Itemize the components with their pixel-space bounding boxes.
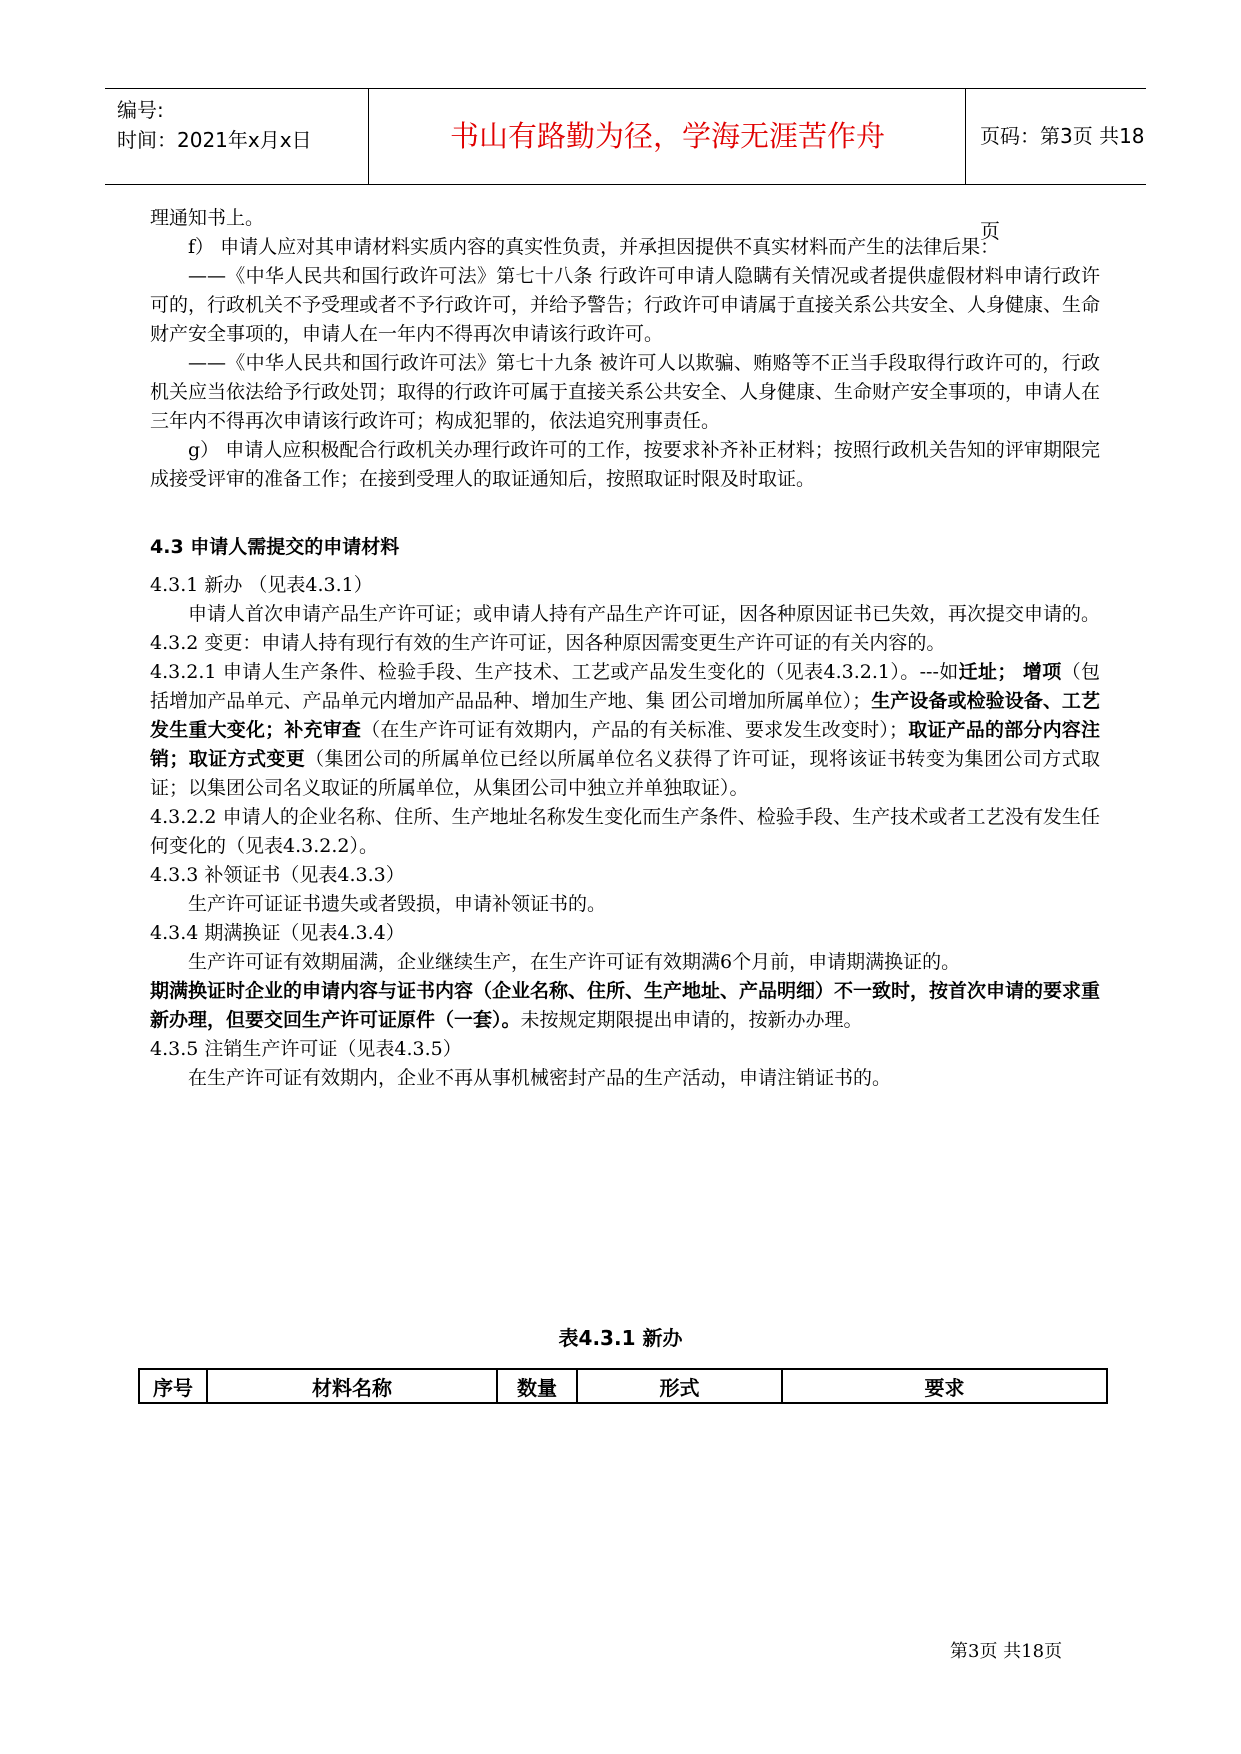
paragraph: 在生产许可证有效期内，企业不再从事机械密封产品的生产活动，申请注销证书的。	[188, 1067, 892, 1089]
time-label: 时间：2021年x月x日	[117, 128, 312, 152]
text-span: （包括增加产品单元、产品单元内增加产品品种、增加生产地、集 团公司增加所属单位）；	[150, 661, 1100, 712]
bold-span: 增项	[1022, 661, 1062, 683]
subsection-4-3-2-1	[150, 658, 1100, 803]
paragraph: 理通知书上。	[150, 207, 265, 229]
text-span: （集团公司的所属单位已经以所属单位名义获得了许可证，现将该证书转变为集团公司方式取证；以集团公司名义取证的所属单位，从集团公司中独立并单独取证）。	[150, 748, 1100, 799]
table-header-cell: 要求	[782, 1369, 1107, 1403]
paragraph-item-g: g） 申请人应积极配合行政机关办理行政许可的工作，按要求补齐补正材料；按照行政机关告知的评审期限完成接受评审的准备工作；在接到受理人的取证通知后，按照取证时限及时取证。	[150, 439, 1100, 490]
paragraph: 生产许可证有效期届满，企业继续生产，在生产许可证有效期满6个月前，申请期满换证的。	[188, 951, 961, 973]
bold-span: 取证产品的部分内容注销；取证方式变更	[150, 719, 1100, 770]
header-motto: 书山有路勤为径，学海无涯苦作舟	[449, 119, 885, 153]
bold-span: 期满换证时企业的申请内容与证书内容（企业名称、住所、生产地址、产品明细）不一致时，按首次申请的要求重新办理，但要交回生产许可证原件（一套）。	[150, 980, 1101, 1031]
table-header-cell: 数量	[497, 1369, 577, 1403]
table-header-cell: 序号	[139, 1369, 207, 1403]
paragraph: 申请人首次申请产品生产许可证；或申请人持有产品生产许可证，因各种原因证书已失效，再次提交申请的。	[188, 603, 1101, 625]
subsection-4-3-3: 4.3.3 补领证书（见表4.3.3）	[150, 864, 405, 886]
table-header-cell: 材料名称	[207, 1369, 497, 1403]
materials-table	[138, 1368, 1108, 1404]
table-caption: 表4.3.1 新办	[558, 1326, 683, 1350]
paragraph-law-78: ——《中华人民共和国行政许可法》第七十八条 行政许可申请人隐瞒有关情况或者提供虚假材料申请行政许可的，行政机关不予受理或者不予行政许可，并给予警告；行政许可申请属于直接关系公共安全、人身健康、生命财产安全事项的，申请人在一年内不得再次申请该行政许可。	[150, 265, 1101, 345]
text-span: （在生产许可证有效期内，产品的有关标准、要求发生改变时）；	[361, 719, 909, 741]
bold-span: 迁址；	[958, 661, 1017, 683]
table-header-row	[139, 1369, 1107, 1403]
header-divider	[368, 89, 369, 184]
subsection-4-3-2: 4.3.2 变更：申请人持有现行有效的生产许可证，因各种原因需变更生产许可证的有关内容的。	[150, 632, 946, 654]
subsection-4-3-5: 4.3.5 注销生产许可证（见表4.3.5）	[150, 1038, 462, 1060]
header-meta	[117, 95, 312, 155]
page-footer: 第3页 共18页	[950, 1641, 1063, 1662]
paragraph-law-79: ——《中华人民共和国行政许可法》第七十九条 被许可人以欺骗、贿赂等不正当手段取得行政许可的，行政机关应当依法给予行政处罚；取得的行政许可属于直接关系公共安全、人身健康、生命财产安全事项的，申请人在三年内不得再次申请该行政许可；构成犯罪的，依法追究刑事责任。	[150, 352, 1101, 432]
paragraph-bold-note	[150, 977, 1100, 1035]
subsection-4-3-1: 4.3.1 新办 （见表4.3.1）	[150, 574, 373, 596]
section-heading-4-3: 4.3 申请人需提交的申请材料	[150, 536, 400, 558]
bold-span: 生产设备或检验设备、工艺发生重大变化；补充审查	[150, 690, 1100, 741]
document-body	[150, 204, 1100, 1093]
header-page-label: 页码：第3页 共18页	[980, 124, 1145, 243]
text-span: 未按规定期限提出申请的，按新办办理。	[520, 1009, 863, 1031]
text-span: 4.3.2.1 申请人生产条件、检验手段、生产技术、工艺或产品发生变化的（见表4.3.2.1）。---如	[150, 661, 959, 683]
paragraph: 生产许可证证书遗失或者毁损，申请补领证书的。	[188, 893, 607, 915]
header-divider	[965, 89, 966, 184]
table-header-cell: 形式	[577, 1369, 782, 1403]
paragraph-item-f: f） 申请人应对其申请材料实质内容的真实性负责，并承担因提供不真实材料而产生的法律后果：	[188, 236, 1000, 258]
number-label: 编号:	[117, 98, 164, 122]
subsection-4-3-4: 4.3.4 期满换证（见表4.3.4）	[150, 922, 405, 944]
subsection-4-3-2-2: 4.3.2.2 申请人的企业名称、住所、生产地址名称发生变化而生产条件、检验手段、生产技术或者工艺没有发生任何变化的（见表4.3.2.2）。	[150, 806, 1100, 857]
